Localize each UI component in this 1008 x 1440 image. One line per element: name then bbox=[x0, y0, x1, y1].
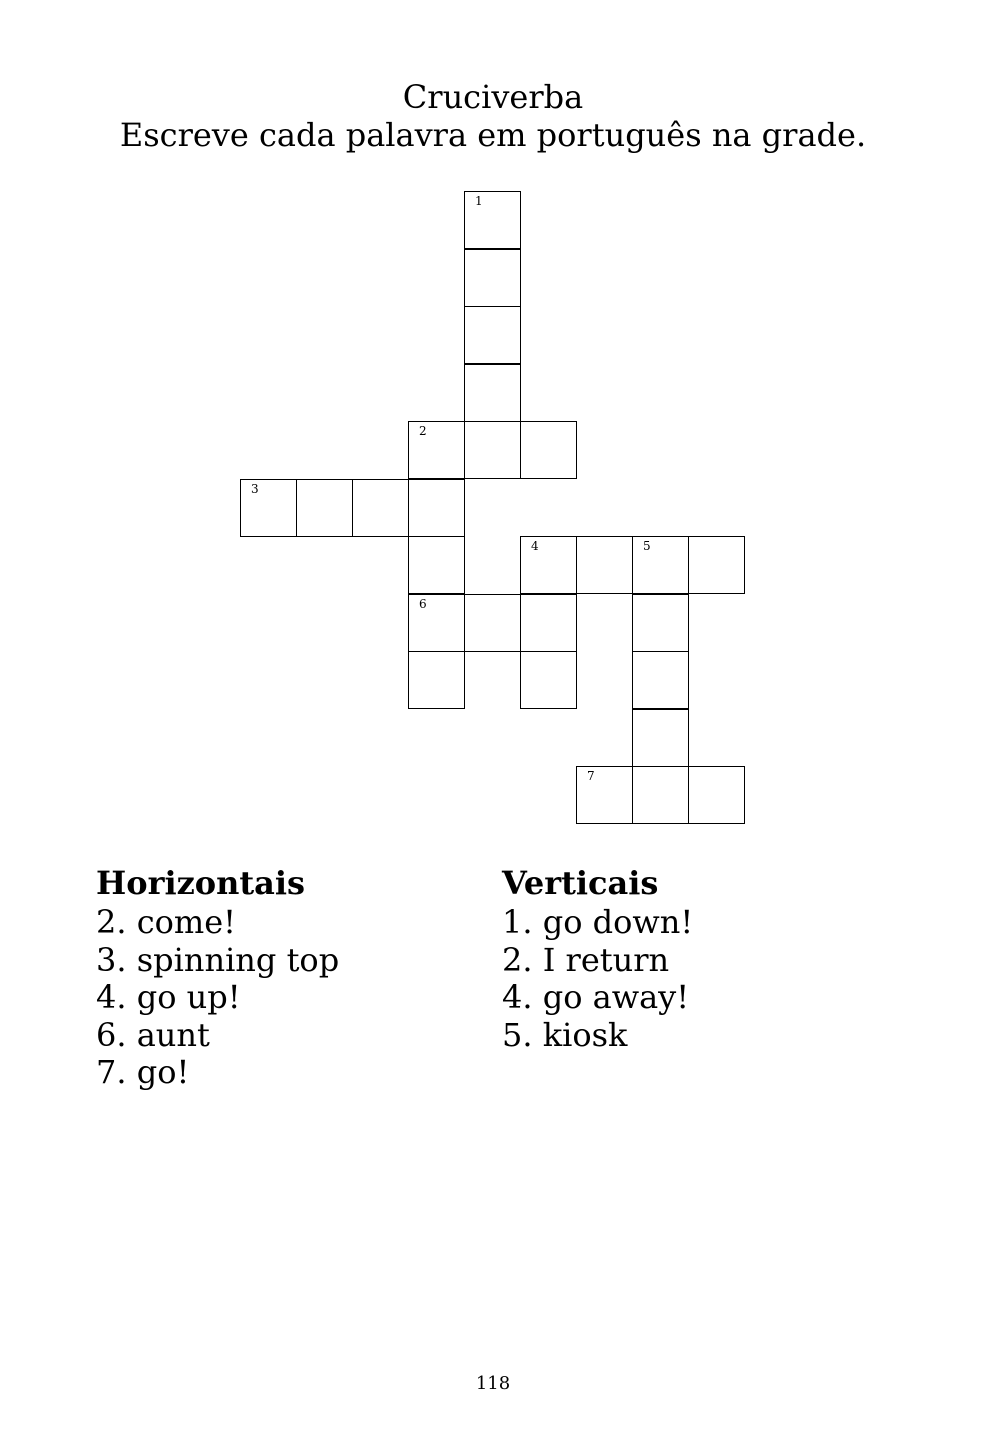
grid-cell[interactable] bbox=[632, 766, 689, 824]
grid-cell[interactable] bbox=[576, 536, 633, 594]
grid-cell[interactable] bbox=[408, 536, 465, 594]
down-heading: Verticais bbox=[502, 864, 659, 902]
grid-cell[interactable] bbox=[352, 479, 409, 537]
grid-cell[interactable] bbox=[296, 479, 353, 537]
across-clues bbox=[96, 864, 339, 1092]
grid-cell[interactable] bbox=[464, 421, 521, 479]
puzzle-instruction: Escreve cada palavra em português na grade. bbox=[119, 116, 867, 154]
grid-cell[interactable] bbox=[408, 479, 465, 537]
grid-cell[interactable] bbox=[408, 651, 465, 709]
down-clue: 5. kiosk bbox=[502, 1015, 628, 1054]
grid-cell[interactable] bbox=[576, 766, 633, 824]
grid-cell[interactable] bbox=[632, 709, 689, 767]
clue-number: 5 bbox=[643, 539, 651, 553]
grid-cell[interactable] bbox=[240, 479, 297, 537]
grid-cell[interactable] bbox=[520, 536, 577, 594]
across-clue: 4. go up! bbox=[96, 978, 241, 1016]
across-clue: 2. come! bbox=[96, 903, 237, 941]
grid-cell[interactable] bbox=[520, 651, 577, 709]
grid-cell[interactable] bbox=[464, 249, 521, 307]
grid-cell[interactable] bbox=[520, 594, 577, 652]
grid-cell[interactable] bbox=[632, 594, 689, 652]
clue-number: 7 bbox=[587, 769, 595, 783]
grid-cell[interactable] bbox=[408, 594, 465, 652]
down-clues bbox=[502, 864, 693, 1054]
grid-cell[interactable] bbox=[464, 191, 521, 249]
grid-cell[interactable] bbox=[464, 594, 521, 652]
page-number: 118 bbox=[475, 1373, 511, 1394]
down-clue: 4. go away! bbox=[502, 978, 690, 1016]
across-heading: Horizontais bbox=[96, 864, 306, 902]
down-clue: 2. I return bbox=[502, 940, 670, 979]
grid-cell[interactable] bbox=[520, 421, 577, 479]
grid-cell[interactable] bbox=[464, 306, 521, 364]
across-clue: 3. spinning top bbox=[96, 940, 340, 979]
clue-number: 1 bbox=[475, 194, 483, 208]
grid-cell[interactable] bbox=[688, 766, 745, 824]
grid-cell[interactable] bbox=[632, 536, 689, 594]
puzzle-title: Cruciverba bbox=[402, 78, 584, 116]
clue-number: 3 bbox=[251, 481, 259, 496]
clue-number: 2 bbox=[419, 424, 427, 438]
grid-cell[interactable] bbox=[464, 364, 521, 422]
grid-cell[interactable] bbox=[408, 421, 465, 479]
across-clue: 6. aunt bbox=[96, 1015, 210, 1054]
grid-cell[interactable] bbox=[632, 651, 689, 709]
grid-cell[interactable] bbox=[688, 536, 745, 594]
down-clue: 1. go down! bbox=[502, 903, 694, 941]
clue-number: 6 bbox=[419, 596, 427, 611]
across-clue: 7. go! bbox=[96, 1053, 190, 1091]
clue-number: 4 bbox=[531, 539, 539, 553]
